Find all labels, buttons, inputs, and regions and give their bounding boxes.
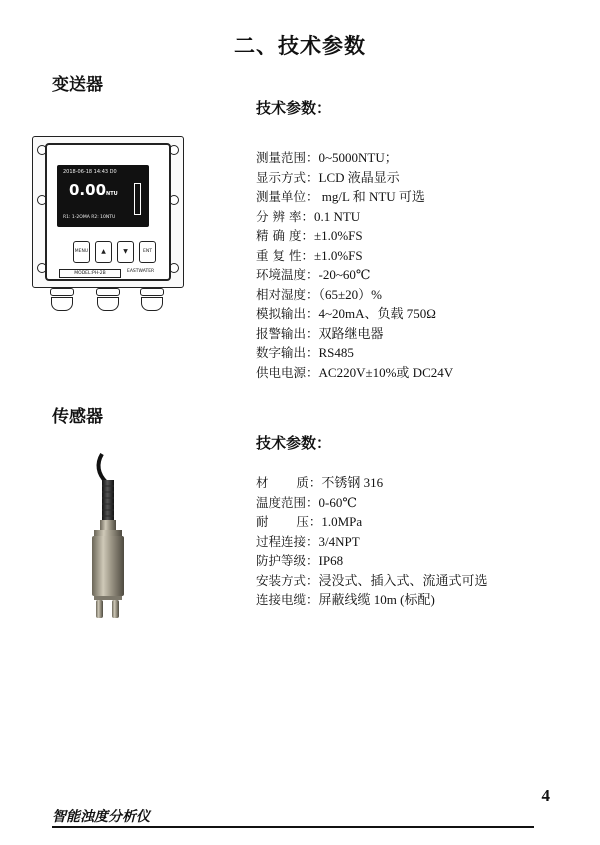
sensor-probe-image [80, 452, 140, 622]
lcd-value: 0.00NTU [69, 181, 118, 199]
spec-row: 供电电源：AC220V±10%或 DC24V [256, 364, 454, 380]
spec-row: 连接电缆：屏蔽线缆 10m (标配) [256, 592, 435, 607]
lcd-top-line: 2018-06-18 14:43 D0 [63, 169, 117, 175]
transmitter-panel [32, 136, 184, 288]
transmitter-spec-title: 技术参数： [256, 99, 332, 117]
down-key: ▼ [117, 241, 134, 263]
spec-row: 精 确 度：±1.0%FS [256, 228, 363, 243]
transmitter-image [32, 136, 184, 314]
spec-row: 耐 压：1.0MPa [256, 514, 363, 529]
lcd-bottom-line: R1: 1-2OMA R2: 10NTU [63, 215, 116, 220]
spec-row: 安装方式：浸没式、插入式、流通式可选 [256, 572, 488, 588]
spec-row: 材 质：不锈钢 316 [256, 475, 384, 490]
sensor-spec-list [256, 473, 488, 610]
spec-row: 过程连接：3/4NPT [256, 533, 360, 549]
transmitter-front [45, 143, 171, 281]
spec-row: 模拟输出：4~20mA、负载 750Ω [256, 306, 436, 321]
enter-key: ENT [139, 241, 156, 263]
up-key: ▲ [95, 241, 112, 263]
menu-key: MENU [73, 241, 90, 263]
sensor-probe-icon [80, 452, 140, 622]
lcd-screen [57, 165, 149, 227]
brand-label: EASTWATER [127, 269, 155, 274]
transmitter-heading: 变送器 [52, 75, 103, 95]
spec-row: 防护等级：IP68 [256, 553, 344, 568]
cable-gland-icon [96, 288, 120, 312]
spec-row: 数字输出：RS485 [256, 345, 354, 360]
cable-gland-icon [50, 288, 74, 312]
spec-row: 温度范围：0-60℃ [256, 494, 357, 510]
cable-gland-icon [140, 288, 164, 312]
footer-rule [52, 826, 534, 828]
spec-row: 相对湿度：（65±20）% [256, 286, 382, 302]
lcd-bar-icon [134, 183, 141, 215]
spec-row: 测量范围：0~5000NTU； [256, 150, 398, 165]
sensor-spec-title: 技术参数： [256, 434, 332, 452]
section-title: 二、技术参数 [234, 34, 366, 58]
spec-row: 测量单位： mg/L 和 NTU 可选 [256, 189, 425, 204]
page-number: 4 [541, 786, 550, 805]
spec-row: 显示方式：LCD 液晶显示 [256, 169, 400, 185]
model-label: MODEL:PH-2B [59, 269, 121, 278]
spec-row: 重 复 性：±1.0%FS [256, 247, 363, 263]
transmitter-spec-list [256, 148, 453, 382]
spec-row: 环境温度：-20~60℃ [256, 267, 371, 282]
spec-row: 报警输出：双路继电器 [256, 325, 384, 341]
sensor-heading: 传感器 [52, 407, 103, 427]
footer-title: 智能浊度分析仪 [52, 809, 150, 825]
spec-row: 分 辨 率：0.1 NTU [256, 208, 361, 224]
